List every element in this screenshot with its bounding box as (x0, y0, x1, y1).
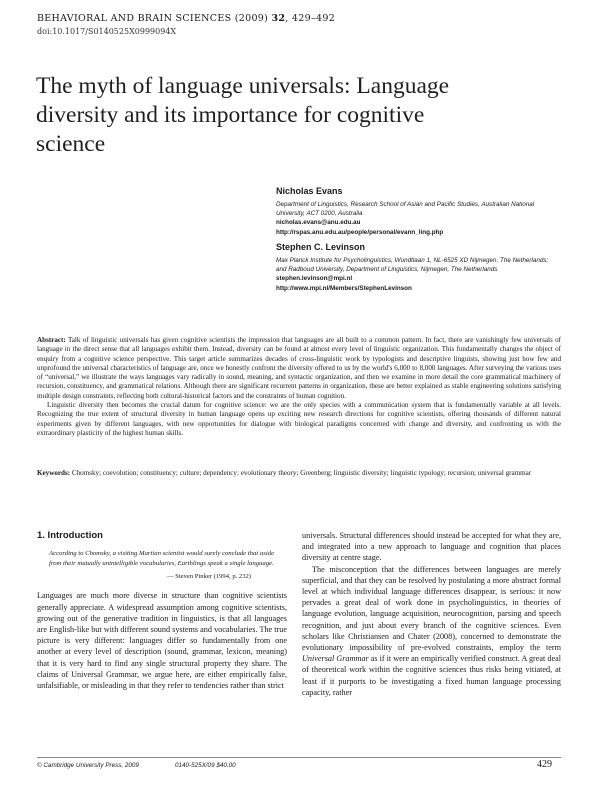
article-title: The myth of language universals: Language diversity and its importance for cognitive science (36, 73, 450, 157)
body-text: The misconception that the differences between languages are merely superficial, and that they can be resolved by postulating a more abstract formal level at which individual language differences disappear, is serious: it now pervades a great deal of work done in psycholinguistics, in theories of language evolution, language acquisition, neurocognition, parsing and speech recognition, and just about every branch of the cognitive sciences. Even scholars like Christiansen and Chater (2008), concerned to demonstrate the evolutionary impossibility of pre-evolved constraints, employ the term (302, 564, 561, 653)
author-block-1 (276, 186, 556, 237)
page-number: 429 (537, 759, 552, 770)
author-name: Stephen C. Levinson (276, 242, 366, 252)
author-url[interactable]: http://rspas.anu.edu.au/people/personal/evann_ling.php (276, 228, 444, 236)
journal-header (37, 13, 335, 24)
epigraph-attribution: — Steven Pinker (1994, p. 232) (166, 573, 251, 581)
journal-pages: , 429–492 (285, 13, 336, 24)
emphasis-term: Universal Grammar (302, 654, 369, 664)
abstract-text: Talk of linguistic universals has given cognitive scientists the impression that languages are all built to a common pattern. In fact, there are vanishingly few universals of language in the direct sense that all languages exhibit them. Instead, diversity can be found at almost every level of linguistic organization. This fundamentally changes the object of enquiry from a cognitive science perspective. This target article summarizes decades of cross-linguistic work by typologists and descriptive linguists, showing just how few and unprofound the universal characteristics of language are, once we honestly confront the diversity offered to us by the world's 6,000 to 8,000 languages. After surveying the various uses of “universal,” we illustrate the ways languages vary radically in sound, meaning, and syntactic organization, and then we examine in more detail the core grammatical machinery of recursion, constituency, and grammatical relations. Although there are significant recurrent patterns in organization, these are better explained as stable engineering solutions satisfying multiple design constraints, reflecting both cultural-historical factors and the constraints of human cognition. (37, 336, 561, 400)
doi[interactable]: doi:10.1017/S0140525X0999094X (37, 27, 177, 36)
body-paragraph (302, 564, 561, 698)
journal-year: (2009) (234, 13, 269, 24)
left-column (37, 530, 287, 691)
abstract-paragraph-1 (37, 336, 561, 401)
author-url[interactable]: http://www.mpi.nl/Members/StephenLevinson (276, 284, 412, 292)
body-text: as if it were an empirically verified construct. A great deal of theoretical work within the cognitive sciences thus risks being vitiated, at least if it purports to be investigating a fixed human language processing capacity, rather (302, 654, 561, 697)
author-name: Nicholas Evans (276, 186, 343, 196)
author-block-2 (276, 242, 556, 293)
journal-volume: 32 (271, 13, 286, 24)
author-affiliation: Max Planck Institute for Psycholinguistics, Wundtlaan 1, NL-6525 XD Nijmegen, The Netherlands; and Radboud University, Department of Linguistics, Nijmegen, The Netherlands (276, 257, 549, 274)
section-heading: 1. Introduction (37, 530, 103, 541)
abstract-label: Abstract: (37, 336, 66, 344)
body-paragraph: Languages are much more diverse in structure than cognitive scientists generally appreciate. A widespread assumption among cognitive scientists, growing out of the generative tradition in linguistics, is that all languages are English-like but with different sound systems and vocabularies. The true picture is very different: languages differ so fundamentally from one another at every level of description (sound, grammar, lexicon, meaning) that it is very hard to find any single structural property they share. The claims of Universal Grammar, we argue here, are either empirically false, unfalsifiable, or misleading in that they refer to tendencies rather than strict (37, 591, 287, 691)
footer-divider (37, 757, 561, 758)
epigraph: According to Chomsky, a visiting Martian scientist would surely conclude that aside from their mutually unintelligible vocabularies, Earthlings speak a single language. (49, 550, 274, 567)
author-email[interactable]: nicholas.evans@anu.edu.au (276, 219, 361, 227)
abstract (37, 336, 561, 438)
abstract-paragraph-2: Linguistic diversity then becomes the crucial datum for cognitive science: we are the only species with a communication system that is fundamentally variable at all levels. Recognizing the true extent of structural diversity in human language opens up exciting new research directions for cognitive scientists, offering thousands of different natural experiments given by different languages, with new opportunities for dialogue with biological paradigms concerned with change and diversity, and confronting us with the extraordinary plasticity of the highest human skills. (37, 401, 561, 437)
footer-copyright: © Cambridge University Press, 2009 (37, 762, 139, 769)
right-column (302, 530, 561, 698)
author-email[interactable]: stephen.levinson@mpi.nl (276, 275, 353, 283)
footer-issn: 0140-525X/09 $40.00 (175, 762, 236, 769)
keywords-text: Chomsky; coevolution; constituency; culture; dependency; evolutionary theory; Greenberg; linguistic diversity; linguistic typology; recursion; universal grammar (71, 469, 532, 477)
author-affiliation: Department of Linguistics, Research School of Asian and Pacific Studies, Australian National University, ACT 0200, Australia (276, 201, 535, 218)
keywords (37, 469, 561, 478)
keywords-label: Keywords: (37, 469, 71, 477)
body-paragraph: universals. Structural differences should instead be accepted for what they are, and integrated into a new approach to language and cognition that places diversity at centre stage. (302, 531, 561, 563)
journal-name: BEHAVIORAL AND BRAIN SCIENCES (37, 13, 232, 24)
